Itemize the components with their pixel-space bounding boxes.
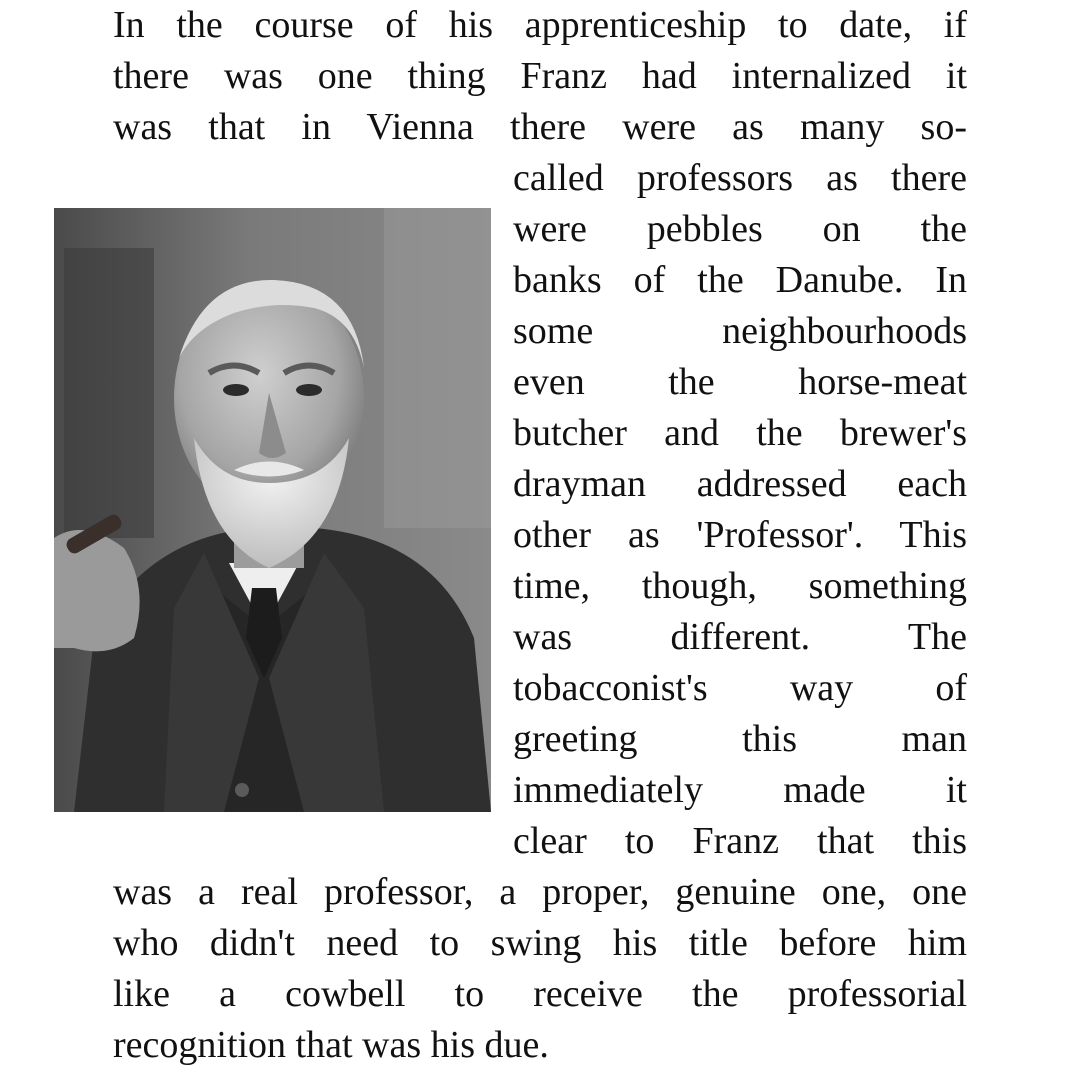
portrait-photo [54, 208, 491, 812]
text-line: banks of the Danube. In [513, 259, 967, 301]
text-line: greeting this man [513, 718, 967, 760]
text-line: even the horse-meat [513, 361, 967, 403]
text-line: drayman addressed each [513, 463, 967, 505]
text-line: was that in Vienna there were as many so- [113, 106, 967, 148]
text-line: was a real professor, a proper, genuine one, one [113, 871, 967, 913]
text-line: clear to Franz that this [513, 820, 967, 862]
text-line: was different. The [513, 616, 967, 658]
text-line: there was one thing Franz had internalized it [113, 55, 967, 97]
text-line: In the course of his apprenticeship to date, if [113, 4, 967, 46]
text-line: who didn't need to swing his title before him [113, 922, 967, 964]
text-line: tobacconist's way of [513, 667, 967, 709]
text-line: called professors as there [513, 157, 967, 199]
text-line: like a cowbell to receive the professorial [113, 973, 967, 1015]
text-line: some neighbourhoods [513, 310, 967, 352]
text-line: time, though, something [513, 565, 967, 607]
text-line: immediately made it [513, 769, 967, 811]
text-line: were pebbles on the [513, 208, 967, 250]
text-line: butcher and the brewer's [513, 412, 967, 454]
text-line: recognition that was his due. [113, 1024, 549, 1066]
text-line: other as 'Professor'. This [513, 514, 967, 556]
